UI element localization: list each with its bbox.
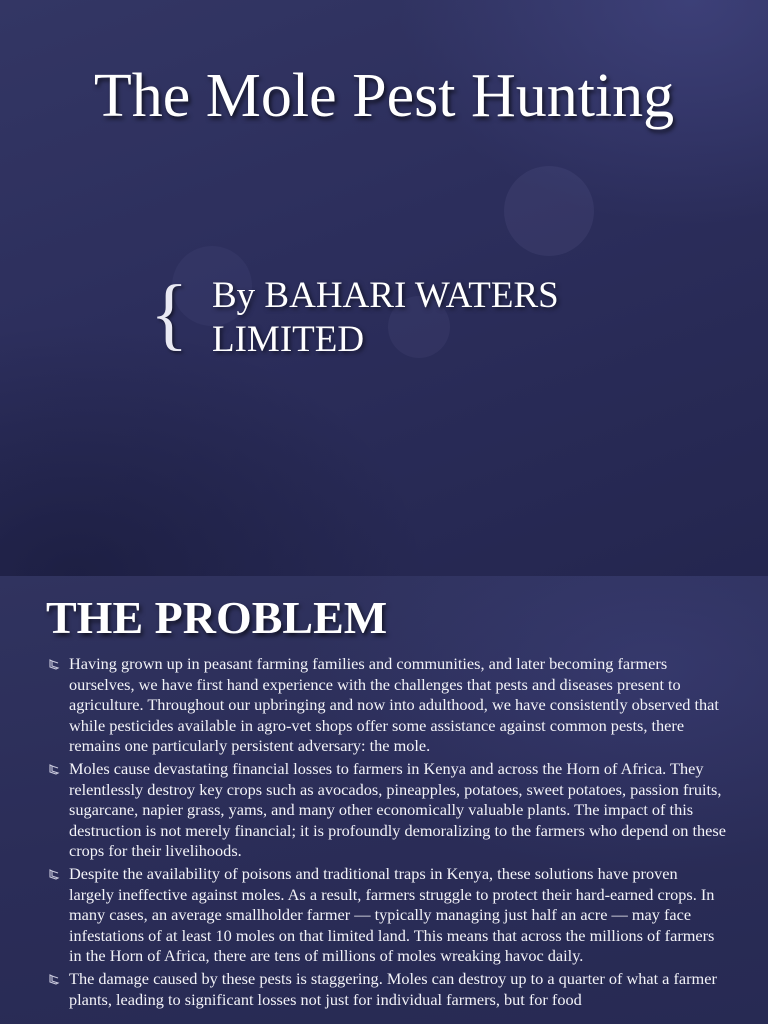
presentation-subtitle (212, 274, 672, 362)
subtitle-line: By BAHARI WATERS (212, 275, 559, 316)
problem-slide (0, 576, 768, 1024)
bullet-text: The damage caused by these pests is staggering. Moles can destroy up to a quarter of what a farmer plants, leading to significant losses not just for individual farmers, but for food (69, 968, 717, 1009)
decorative-circle (504, 166, 594, 256)
scroll-bullet-icon (48, 763, 60, 775)
scroll-bullet-icon (48, 868, 60, 880)
bullet-item (46, 759, 726, 862)
slide-heading: THE PROBLEM (46, 592, 388, 643)
bullet-list (46, 654, 726, 1012)
brace-ornament: { (150, 270, 189, 358)
bullet-item (46, 864, 726, 967)
bullet-text: Despite the availability of poisons and traditional traps in Kenya, these solutions have proven largely ineffective against moles. As a result, farmers struggle to protect their hard-earned crops. In many cases, an average smallholder farmer — typically managing just half an acre — may face infestations of at least 10 moles on that limited land. This means that across the millions of farmers in the Horn of Africa, there are tens of millions of moles wreaking havoc daily. (69, 863, 715, 966)
scroll-bullet-icon (48, 973, 60, 985)
bullet-item (46, 654, 726, 757)
bullet-text: Having grown up in peasant farming families and communities, and later becoming farmers ourselves, we have first hand experience with the challenges that pests and diseases present to agriculture. Throughout our upbringing and now into adulthood, we have consistently observed that while pesticides available in agro-vet shops offer some assistance against common pests, there remains one particularly persistent adversary: the mole. (69, 654, 719, 756)
presentation-title: The Mole Pest Hunting (93, 62, 675, 130)
subtitle-line: LIMITED (212, 319, 365, 360)
scroll-bullet-icon (48, 658, 60, 670)
bullet-text: Moles cause devastating financial losses to farmers in Kenya and across the Horn of Africa. They relentlessly destroy key crops such as avocados, pineapples, potatoes, sweet potatoes, passion fruits, sugarcane, napier grass, yams, and many other economically valuable plants. The impact of this destruction is not merely financial; it is profoundly demoralizing to the farmers who depend on these crops for their livelihoods. (69, 758, 726, 861)
bullet-item (46, 969, 726, 1010)
